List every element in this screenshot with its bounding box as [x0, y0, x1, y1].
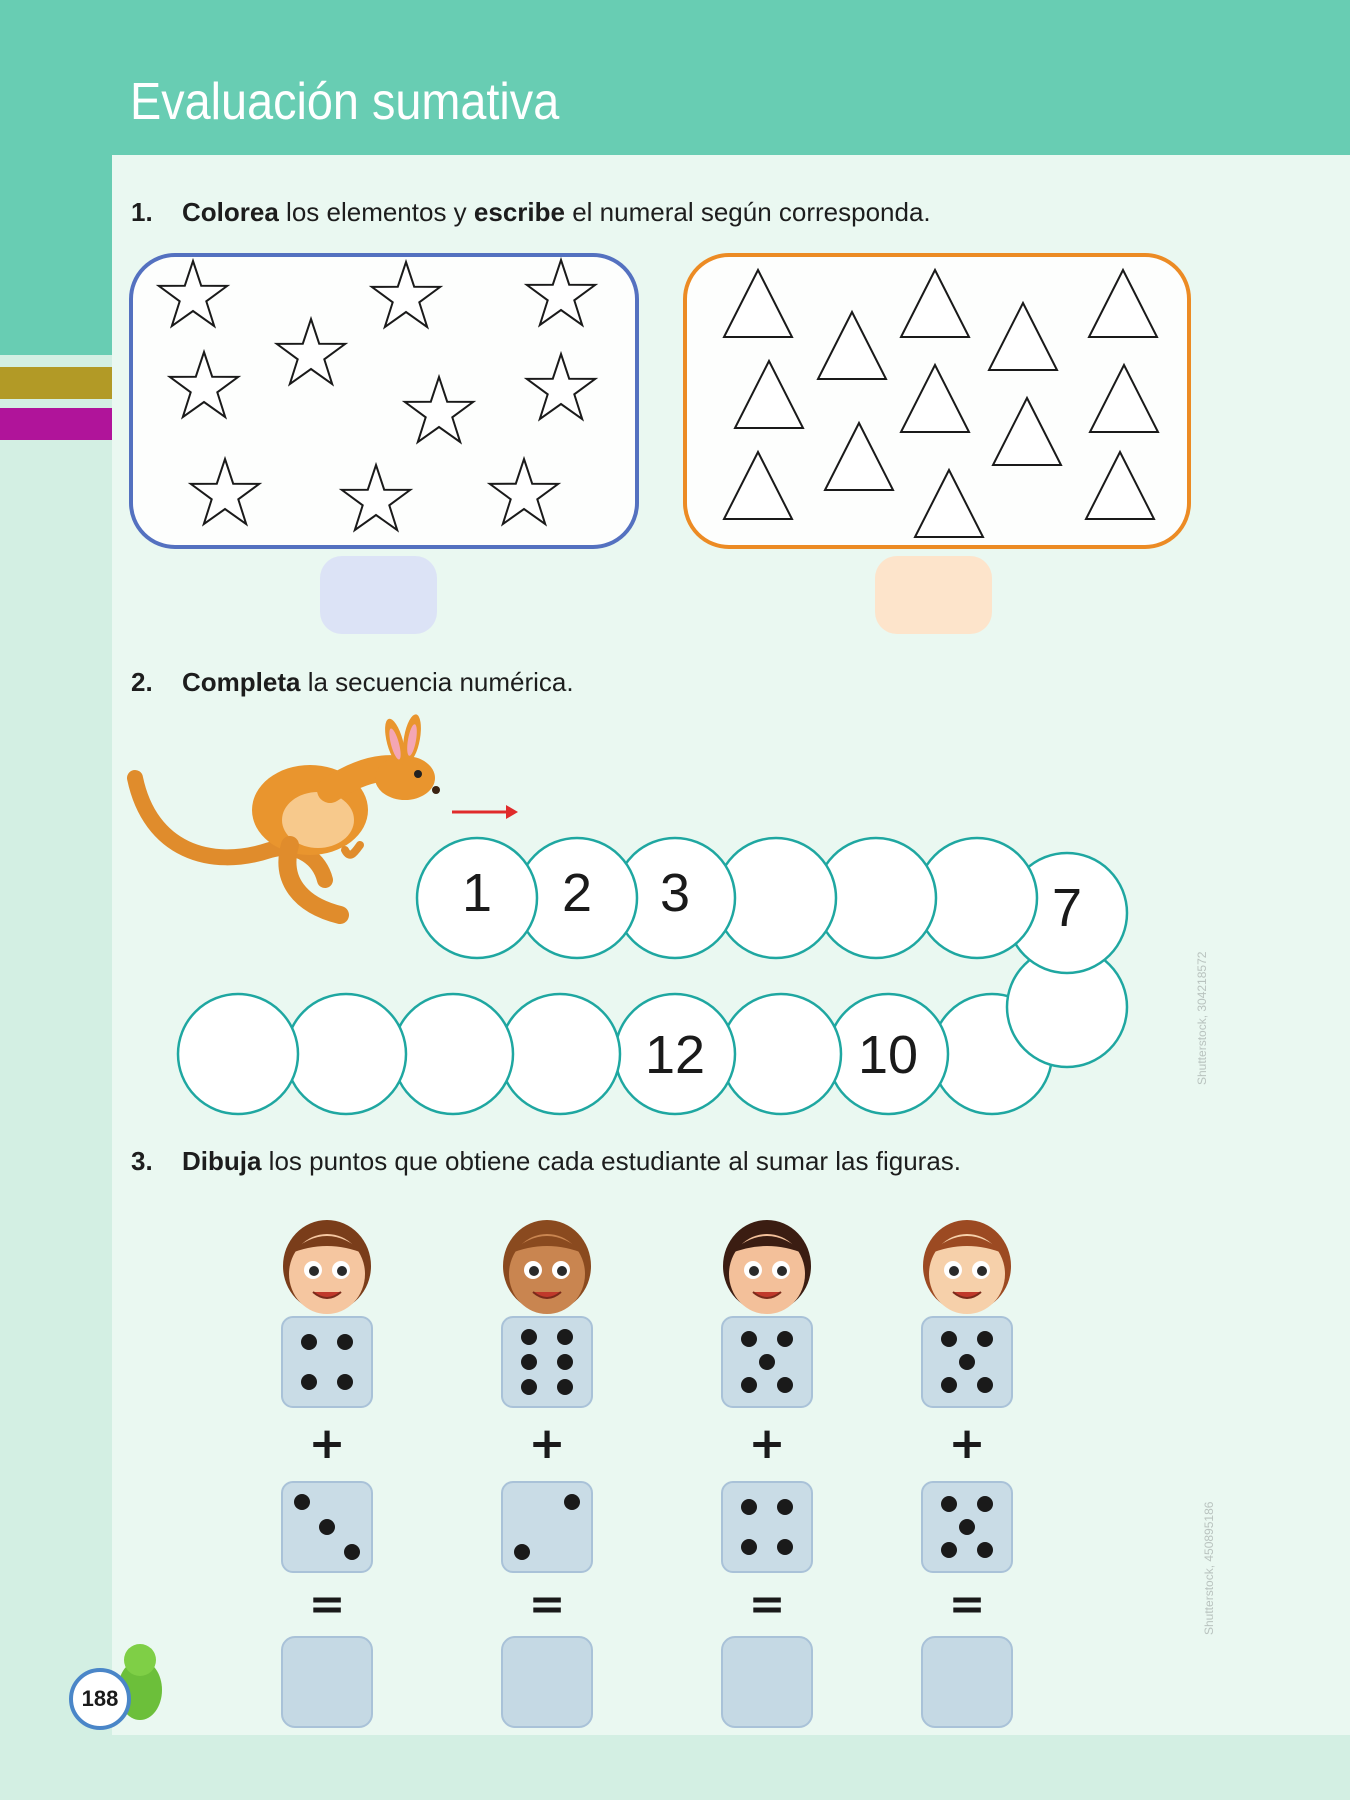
die-pip	[301, 1374, 317, 1390]
die-pip	[319, 1519, 335, 1535]
triangle-icon[interactable]	[901, 270, 969, 337]
die-5	[721, 1316, 813, 1408]
instruction-verb: Completa	[182, 667, 301, 697]
caterpillar-head-icon	[124, 1644, 156, 1676]
sequence-number: 2	[561, 863, 593, 923]
triangle-icon[interactable]	[901, 365, 969, 432]
star-icon[interactable]	[372, 262, 440, 327]
star-icon[interactable]	[277, 319, 345, 384]
equals-sign: =	[748, 1579, 786, 1630]
die-pip	[514, 1544, 530, 1560]
die-pip	[741, 1377, 757, 1393]
die-pip	[759, 1354, 775, 1370]
triangle-icon[interactable]	[989, 303, 1057, 370]
die-pip	[959, 1354, 975, 1370]
triangle-icon[interactable]	[825, 423, 893, 490]
die-4	[721, 1481, 813, 1573]
die-pip	[564, 1494, 580, 1510]
sequence-circle[interactable]	[286, 994, 406, 1114]
plus-sign: +	[528, 1418, 566, 1469]
instruction-text: los puntos que obtiene cada estudiante al sumar las figuras.	[261, 1146, 962, 1176]
plus-sign: +	[748, 1418, 786, 1469]
die-pip	[741, 1499, 757, 1515]
die-pip	[941, 1331, 957, 1347]
die-pip	[344, 1544, 360, 1560]
result-box[interactable]	[921, 1636, 1013, 1728]
die-pip	[777, 1539, 793, 1555]
student-face-icon	[707, 1208, 827, 1318]
die-pip	[337, 1374, 353, 1390]
sequence-arrow	[452, 805, 518, 819]
star-icon[interactable]	[159, 261, 227, 326]
student-face-icon	[487, 1208, 607, 1318]
die-pip	[777, 1331, 793, 1347]
sequence-number: 12	[644, 1025, 706, 1085]
result-box[interactable]	[721, 1636, 813, 1728]
star-icon[interactable]	[342, 465, 410, 530]
triangle-icon[interactable]	[915, 470, 983, 537]
sequence-number: 7	[1051, 878, 1083, 938]
equals-sign: =	[308, 1579, 346, 1630]
triangle-icon[interactable]	[1086, 452, 1154, 519]
star-icon[interactable]	[527, 260, 595, 325]
instruction-verb: escribe	[473, 197, 565, 227]
die-pip	[557, 1379, 573, 1395]
die-4	[281, 1316, 373, 1408]
sequence-circle[interactable]	[393, 994, 513, 1114]
die-pip	[521, 1329, 537, 1345]
sequence-circle[interactable]	[178, 994, 298, 1114]
instruction-verb: Dibuja	[182, 1146, 262, 1176]
die-pip	[741, 1331, 757, 1347]
plus-sign: +	[308, 1418, 346, 1469]
student-face-icon	[267, 1208, 387, 1318]
die-5	[921, 1481, 1013, 1573]
die-5	[921, 1316, 1013, 1408]
triangle-icon[interactable]	[1090, 365, 1158, 432]
triangle-icon[interactable]	[1089, 270, 1157, 337]
page-title: Evaluación sumativa	[130, 73, 560, 131]
die-pip	[521, 1379, 537, 1395]
instruction-verb: Colorea	[182, 197, 279, 227]
page-number: 188	[69, 1668, 131, 1730]
die-2	[501, 1481, 593, 1573]
die-pip	[977, 1331, 993, 1347]
die-pip	[959, 1519, 975, 1535]
die-pip	[777, 1377, 793, 1393]
die-pip	[977, 1377, 993, 1393]
star-icon[interactable]	[490, 459, 558, 524]
equals-sign: =	[528, 1579, 566, 1630]
question-number: 2.	[131, 667, 153, 697]
image-credit: Shutterstock, 450895186	[1202, 1501, 1216, 1635]
question-number: 1.	[131, 197, 153, 227]
sequence-number: 1	[461, 863, 493, 923]
triangle-icon[interactable]	[724, 452, 792, 519]
die-pip	[941, 1542, 957, 1558]
die-pip	[977, 1542, 993, 1558]
die-3	[281, 1481, 373, 1573]
instruction-text: la secuencia numérica.	[300, 667, 574, 697]
sequence-circle[interactable]	[500, 994, 620, 1114]
result-box[interactable]	[501, 1636, 593, 1728]
sequence-number: 3	[659, 863, 691, 923]
star-icon[interactable]	[405, 377, 473, 442]
die-pip	[941, 1377, 957, 1393]
die-pip	[301, 1334, 317, 1350]
die-6	[501, 1316, 593, 1408]
die-pip	[777, 1499, 793, 1515]
die-pip	[977, 1496, 993, 1512]
equals-sign: =	[948, 1579, 986, 1630]
instruction-text: el numeral según corresponda.	[564, 197, 931, 227]
die-pip	[521, 1354, 537, 1370]
instruction-text: los elementos y	[278, 197, 474, 227]
die-pip	[557, 1354, 573, 1370]
result-box[interactable]	[281, 1636, 373, 1728]
die-pip	[337, 1334, 353, 1350]
die-pip	[941, 1496, 957, 1512]
triangle-icon[interactable]	[818, 312, 886, 379]
triangle-icon[interactable]	[724, 270, 792, 337]
die-pip	[557, 1329, 573, 1345]
die-pip	[741, 1539, 757, 1555]
image-credit: Shutterstock, 304218572	[1195, 951, 1209, 1085]
question-number: 3.	[131, 1146, 153, 1176]
triangle-icon[interactable]	[735, 361, 803, 428]
triangle-icon[interactable]	[993, 398, 1061, 465]
plus-sign: +	[948, 1418, 986, 1469]
student-face-icon	[907, 1208, 1027, 1318]
star-icon[interactable]	[527, 354, 595, 419]
star-icon[interactable]	[170, 352, 238, 417]
kangaroo-illustration	[135, 713, 440, 915]
die-pip	[294, 1494, 310, 1510]
sequence-circle[interactable]	[721, 994, 841, 1114]
sequence-number: 10	[857, 1025, 919, 1085]
star-icon[interactable]	[191, 459, 259, 524]
